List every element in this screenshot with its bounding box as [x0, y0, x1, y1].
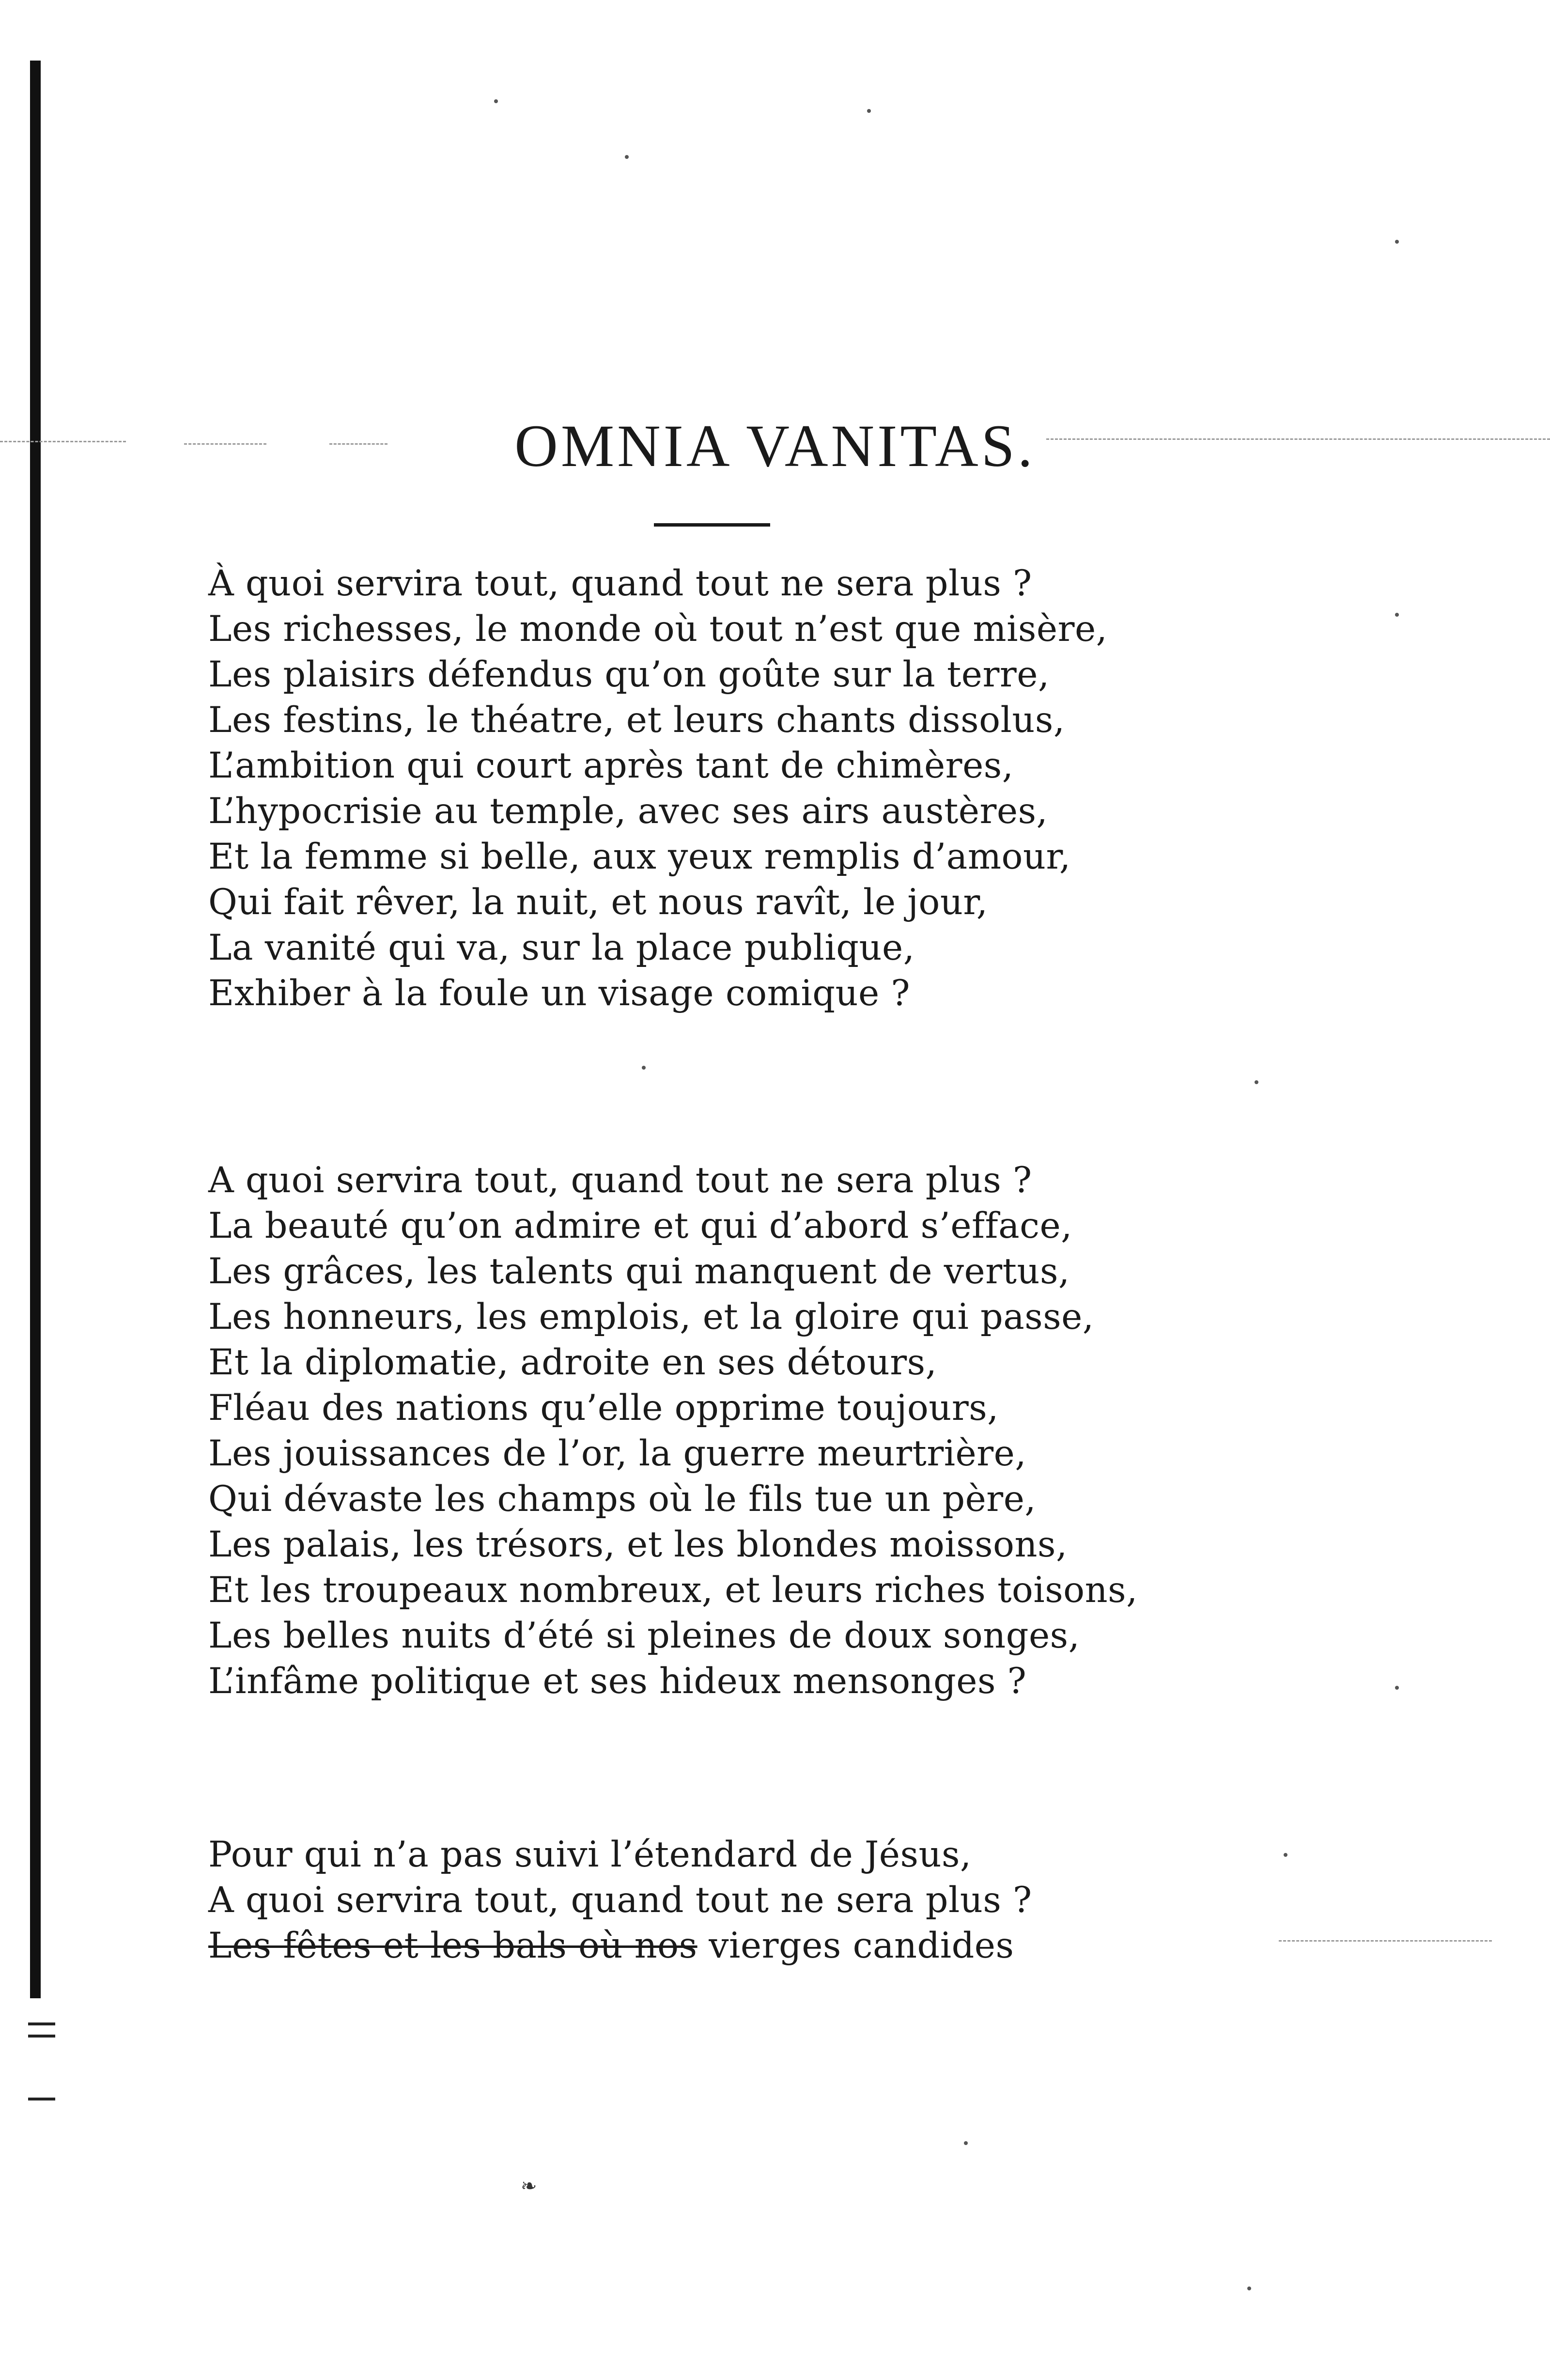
page-ornament: ❧	[521, 2175, 537, 2197]
verse-line: Exhiber à la foule un visage comique ?	[208, 973, 911, 1014]
stanza	[208, 1832, 1032, 1969]
verse-line: Les jouissances de l’or, la guerre meurtrière,	[208, 1433, 1027, 1474]
binding-tick	[28, 2035, 55, 2038]
verse-line: À quoi servira tout, quand tout ne sera plus ?	[208, 563, 1032, 604]
verse-line: Pour qui n’a pas suivi l’étendard de Jésus,	[208, 1834, 972, 1875]
verse-line: Et les troupeaux nombreux, et leurs riches toisons,	[208, 1570, 1138, 1611]
scan-speck	[642, 1066, 646, 1070]
verse-line: A quoi servira tout, quand tout ne sera plus ?	[208, 1880, 1032, 1921]
verse-line-remainder: vierges candides	[697, 1925, 1014, 1966]
scan-speck	[1395, 240, 1399, 244]
verse-line: Et la femme si belle, aux yeux remplis d’amour,	[208, 836, 1071, 877]
verse-line: Les grâces, les talents qui manquent de vertus,	[208, 1251, 1070, 1292]
binding-tick	[28, 2022, 55, 2025]
verse-line: Et la diplomatie, adroite en ses détours,	[208, 1342, 937, 1383]
verse-line: L’ambition qui court après tant de chimères,	[208, 745, 1014, 786]
verse-line: Les plaisirs défendus qu’on goûte sur la terre,	[208, 654, 1050, 695]
verse-line: Les honneurs, les emplois, et la gloire qui passe,	[208, 1296, 1094, 1338]
stanza	[208, 561, 1107, 1016]
scan-speck	[867, 109, 871, 113]
verse-line: A quoi servira tout, quand tout ne sera plus ?	[208, 1160, 1032, 1201]
verse-line-partially-struck	[208, 1923, 1032, 1969]
binding-edge	[30, 61, 41, 1998]
verse-line: Les festins, le théatre, et leurs chants dissolus,	[208, 700, 1065, 741]
title-underline	[654, 523, 770, 527]
stanza	[208, 1158, 1138, 1704]
scan-speck	[494, 99, 498, 103]
verse-line: L’hypocrisie au temple, avec ses airs austères,	[208, 791, 1048, 832]
scan-speck	[1255, 1080, 1258, 1084]
scan-rule-line	[1279, 1940, 1492, 1942]
struck-through-text: Les fêtes et les bals où nos	[208, 1925, 698, 1966]
scan-speck	[1247, 2287, 1251, 2290]
verse-line: La vanité qui va, sur la place publique,	[208, 927, 915, 968]
page-title: OMNIA VANITAS.	[514, 413, 1036, 479]
scan-speck	[625, 155, 629, 159]
verse-line: Les palais, les trésors, et les blondes moissons,	[208, 1524, 1068, 1565]
scan-speck	[964, 2141, 968, 2145]
scan-speck	[1395, 613, 1399, 617]
verse-line: Fléau des nations qu’elle opprime toujours,	[208, 1387, 999, 1429]
binding-tick	[28, 2098, 55, 2100]
verse-line: Les richesses, le monde où tout n’est que misère,	[208, 608, 1108, 650]
verse-line: Qui dévaste les champs où le fils tue un père,	[208, 1478, 1037, 1520]
verse-line: Qui fait rêver, la nuit, et nous ravît, le jour,	[208, 882, 988, 923]
scan-speck	[1284, 1853, 1287, 1857]
scan-speck	[1395, 1686, 1399, 1690]
verse-line: L’infâme politique et ses hideux mensonges ?	[208, 1661, 1027, 1702]
verse-line: Les belles nuits d’été si pleines de doux songes,	[208, 1615, 1080, 1656]
verse-line: La beauté qu’on admire et qui d’abord s’efface,	[208, 1205, 1072, 1246]
